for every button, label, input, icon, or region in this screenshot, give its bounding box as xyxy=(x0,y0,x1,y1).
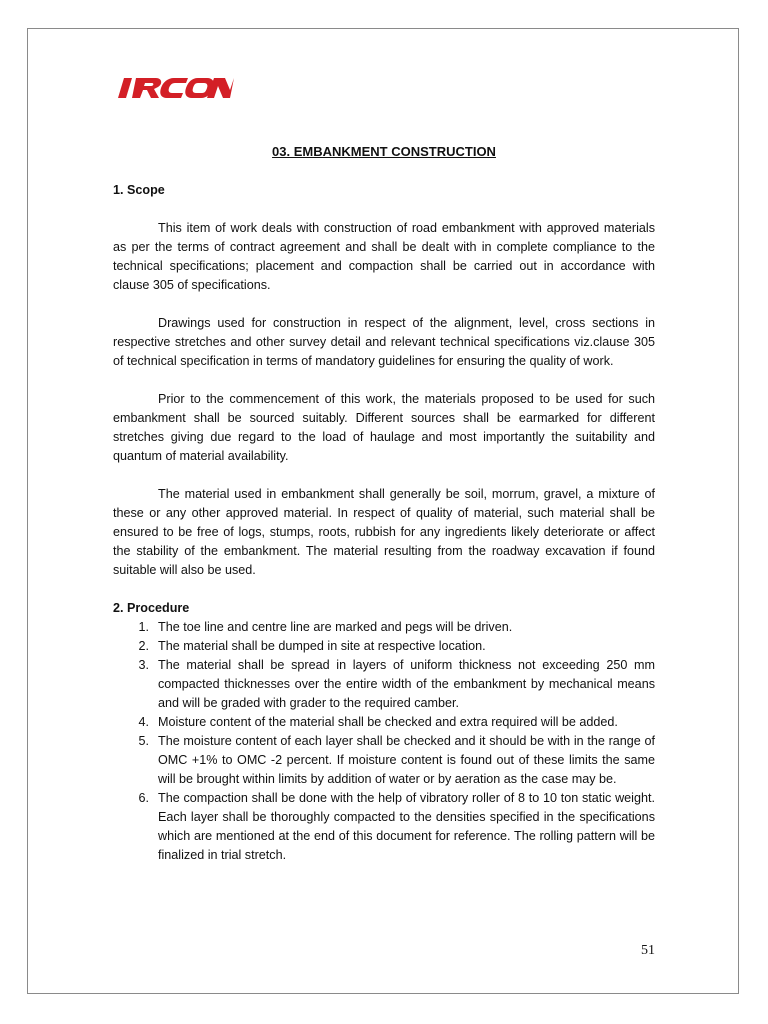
scope-paragraph-1: This item of work deals with construction of road embankment with approved materials as per the terms of contract agreement and shall be dealt with in complete compliance to the technical specifications; placement and compaction shall be carried out in accordance with clause 305 of specifications. xyxy=(113,221,655,292)
list-item xyxy=(113,637,655,656)
section-title-procedure: 2. Procedure xyxy=(113,601,190,615)
list-item xyxy=(113,618,655,637)
list-item-text: The material shall be dumped in site at respective location. xyxy=(158,639,486,653)
list-item-number: 1. xyxy=(138,620,149,634)
list-item-number: 5. xyxy=(138,734,149,748)
ircon-logo-graphic xyxy=(116,66,234,104)
spacer xyxy=(113,200,655,219)
ircon-logo-mark xyxy=(116,78,234,98)
spacer xyxy=(113,371,655,390)
list-item-text: The moisture content of each layer shall be checked and it should be with in the range of OMC +1% to OMC -2 percent. If moisture content is found out of these limits the same will be brought within limits by addition of water or by aeration as the case may be. xyxy=(158,734,655,786)
list-item-number: 2. xyxy=(138,639,149,653)
page-number: 51 xyxy=(641,943,655,958)
scope-paragraph-2: Drawings used for construction in respect of the alignment, level, cross sections in respective stretches and other survey detail and relevant technical specifications viz.clause 305 of technical specification in terms of mandatory guidelines for ensuring the quality of work. xyxy=(113,316,655,368)
spacer xyxy=(113,466,655,485)
list-item xyxy=(113,732,655,789)
list-item xyxy=(113,713,655,732)
list-item-number: 3. xyxy=(138,658,149,672)
spacer xyxy=(113,580,655,599)
list-item-number: 4. xyxy=(138,715,149,729)
list-item xyxy=(113,789,655,865)
ircon-logo xyxy=(116,66,234,104)
list-item-text: The material shall be spread in layers of uniform thickness not exceeding 250 mm compacted thicknesses over the entire width of the embankment by mechanical means and will be graded with grader to the required camber. xyxy=(158,658,655,710)
list-item xyxy=(113,656,655,713)
scope-paragraph-4: The material used in embankment shall generally be soil, morrum, gravel, a mixture of these or any other approved material. In respect of quality of material, such material shall be ensured to be free of logs, stumps, roots, rubbish for any ingredients likely deteriorate or affect the stability of the embankment. The material resulting from the roadway excavation if found suitable will also be used. xyxy=(113,487,655,577)
spacer xyxy=(113,295,655,314)
section-title-scope: 1. Scope xyxy=(113,183,165,197)
scope-paragraph-3: Prior to the commencement of this work, the materials proposed to be used for such embankment shall be sourced suitably. Different sources shall be earmarked for different stretches giving due regard to the load of haulage and most importantly the suitability and quantum of material availability. xyxy=(113,392,655,463)
list-item-text: The compaction shall be done with the help of vibratory roller of 8 to 10 ton static weight. Each layer shall be thoroughly compacted to the densities specified in the specifications which are mentioned at the end of this document for reference. The rolling pattern will be finalized in trial stretch. xyxy=(158,791,655,862)
list-item-number: 6. xyxy=(138,791,149,805)
document-heading: 03. EMBANKMENT CONSTRUCTION xyxy=(272,144,496,159)
list-item-text: The toe line and centre line are marked and pegs will be driven. xyxy=(158,620,513,634)
list-item-text: Moisture content of the material shall be checked and extra required will be added. xyxy=(158,715,618,729)
procedure-list xyxy=(113,618,655,865)
document-body xyxy=(113,181,655,865)
